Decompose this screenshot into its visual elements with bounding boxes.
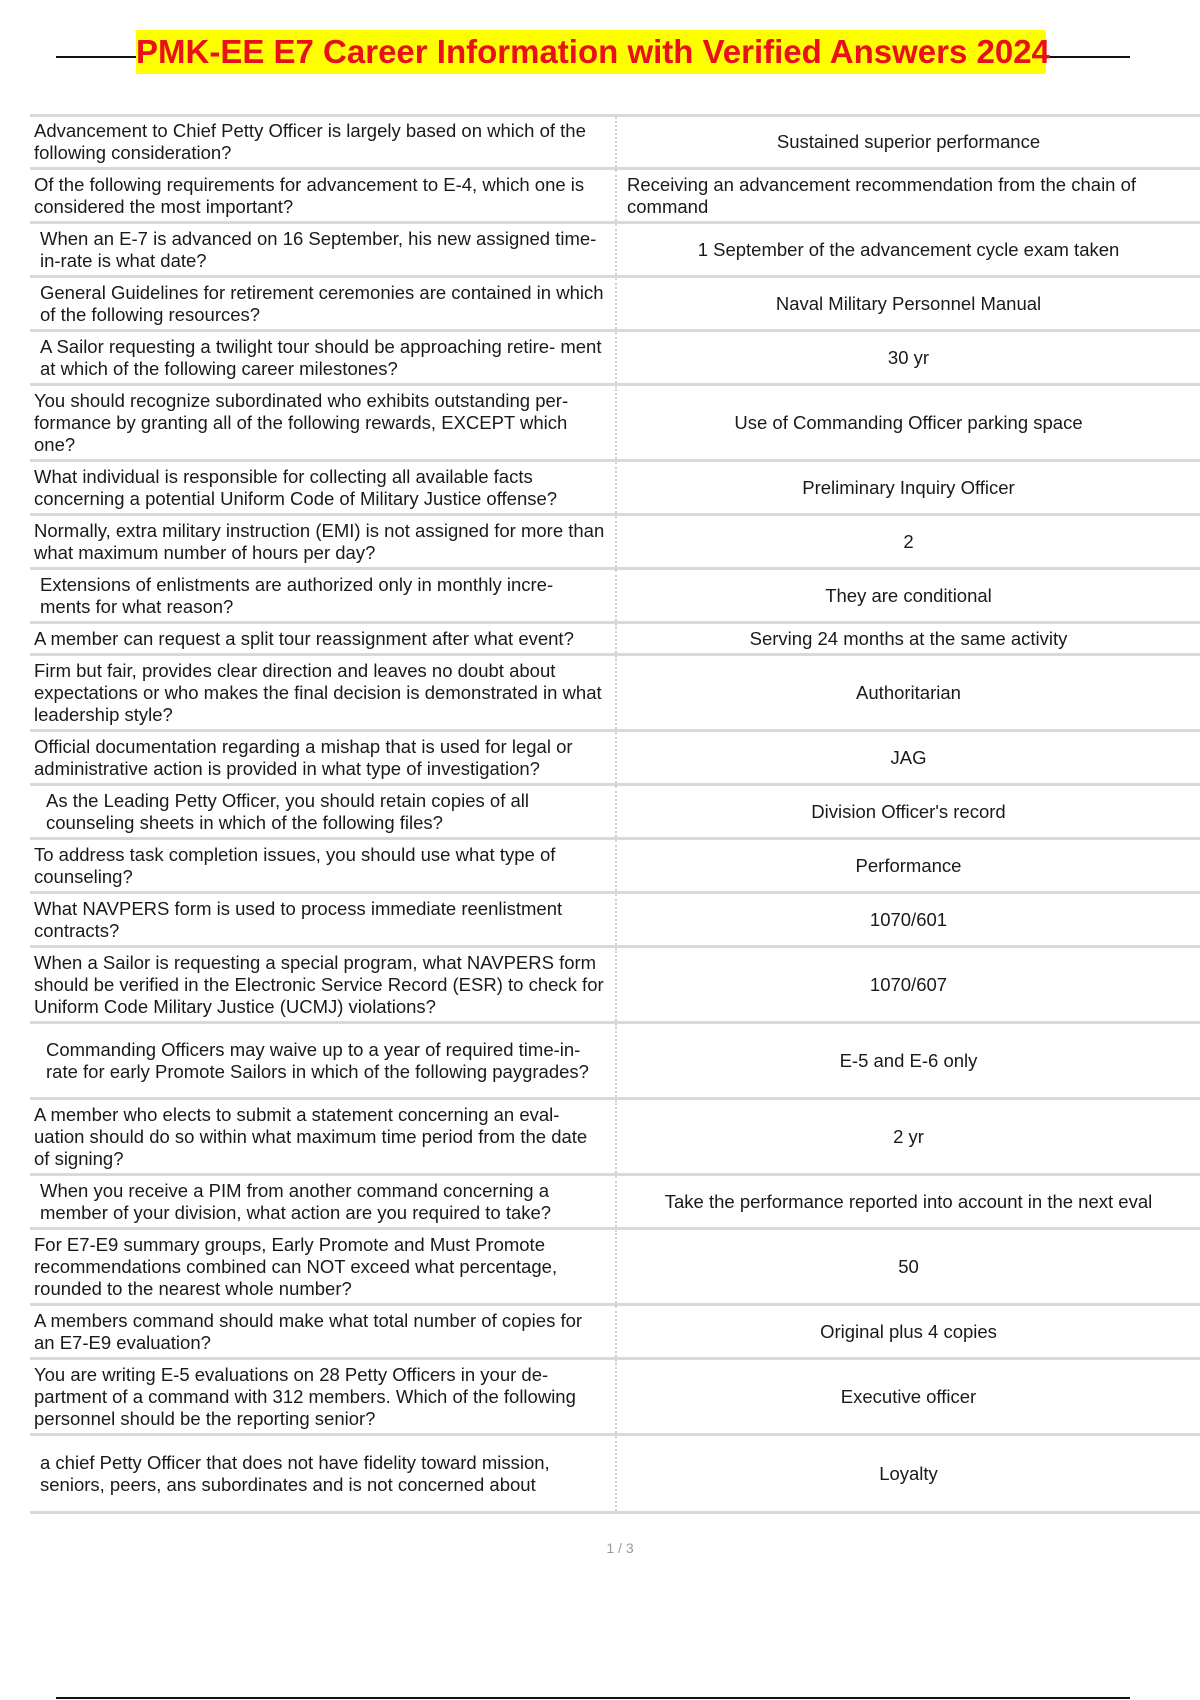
qa-row	[30, 385, 1200, 461]
question-cell: A Sailor requesting a twilight tour should be approaching retire- ment at which of the following career milestones?	[30, 331, 616, 385]
question-cell: General Guidelines for retirement ceremonies are contained in which of the following resources?	[30, 277, 616, 331]
question-cell: Normally, extra military instruction (EMI) is not assigned for more than what maximum number of hours per day?	[30, 515, 616, 569]
question-cell: A member who elects to submit a statement concerning an eval- uation should do so within what maximum time period from the date of signing?	[30, 1099, 616, 1175]
question-cell: A member can request a split tour reassignment after what event?	[30, 623, 616, 655]
qa-row	[30, 655, 1200, 731]
qa-row	[30, 947, 1200, 1023]
answer-cell: They are conditional	[616, 569, 1200, 623]
question-cell: What NAVPERS form is used to process immediate reenlistment contracts?	[30, 893, 616, 947]
answer-cell: Receiving an advancement recommendation from the chain of command	[616, 169, 1200, 223]
answer-cell: JAG	[616, 731, 1200, 785]
qa-row	[30, 1229, 1200, 1305]
qa-row	[30, 569, 1200, 623]
qa-row	[30, 1175, 1200, 1229]
answer-cell: Original plus 4 copies	[616, 1305, 1200, 1359]
answer-cell: Executive officer	[616, 1359, 1200, 1435]
question-cell: When a Sailor is requesting a special program, what NAVPERS form should be verified in the Electronic Service Record (ESR) to check for Uniform Code Military Justice (UCMJ) violations?	[30, 947, 616, 1023]
document-title: PMK-EE E7 Career Information with Verified Answers 2024	[136, 30, 1046, 74]
qa-row	[30, 169, 1200, 223]
qa-table	[30, 114, 1200, 1514]
answer-cell: 1 September of the advancement cycle exam taken	[616, 223, 1200, 277]
answer-cell: 1070/601	[616, 893, 1200, 947]
answer-cell: 50	[616, 1229, 1200, 1305]
qa-row	[30, 461, 1200, 515]
qa-row	[30, 331, 1200, 385]
page-number: 1 / 3	[606, 1540, 634, 1556]
question-cell: Firm but fair, provides clear direction and leaves no doubt about expectations or who makes the final decision is demonstrated in what leadership style?	[30, 655, 616, 731]
qa-row	[30, 839, 1200, 893]
question-cell: You should recognize subordinated who exhibits outstanding per- formance by granting all of the following rewards, EXCEPT which one?	[30, 385, 616, 461]
question-cell: You are writing E-5 evaluations on 28 Petty Officers in your de- partment of a command with 312 members. Which of the following personnel should be the reporting senior?	[30, 1359, 616, 1435]
answer-cell: Naval Military Personnel Manual	[616, 277, 1200, 331]
answer-cell: Sustained superior performance	[616, 116, 1200, 169]
answer-cell: 2	[616, 515, 1200, 569]
answer-cell: Preliminary Inquiry Officer	[616, 461, 1200, 515]
qa-row	[30, 277, 1200, 331]
answer-cell: 2 yr	[616, 1099, 1200, 1175]
question-cell: Commanding Officers may waive up to a year of required time-in-rate for early Promote Sailors in which of the following paygrades?	[30, 1023, 616, 1099]
answer-cell: Serving 24 months at the same activity	[616, 623, 1200, 655]
qa-row	[30, 116, 1200, 169]
qa-row	[30, 893, 1200, 947]
question-cell: Official documentation regarding a mishap that is used for legal or administrative action is provided in what type of investigation?	[30, 731, 616, 785]
answer-cell: Use of Commanding Officer parking space	[616, 385, 1200, 461]
question-cell: a chief Petty Officer that does not have fidelity toward mission, seniors, peers, ans subordinates and is not concerned about	[30, 1435, 616, 1513]
bottom-rule	[56, 1697, 1130, 1699]
question-cell: Extensions of enlistments are authorized only in monthly incre- ments for what reason?	[30, 569, 616, 623]
question-cell: When you receive a PIM from another command concerning a member of your division, what action are you required to take?	[30, 1175, 616, 1229]
question-cell: What individual is responsible for collecting all available facts concerning a potential Uniform Code of Military Justice offense?	[30, 461, 616, 515]
question-cell: A members command should make what total number of copies for an E7-E9 evaluation?	[30, 1305, 616, 1359]
qa-row	[30, 1305, 1200, 1359]
qa-row	[30, 1359, 1200, 1435]
qa-row	[30, 223, 1200, 277]
qa-row	[30, 1099, 1200, 1175]
answer-cell: 1070/607	[616, 947, 1200, 1023]
qa-row	[30, 1023, 1200, 1099]
qa-row	[30, 785, 1200, 839]
title-bar	[56, 30, 1130, 74]
qa-row	[30, 623, 1200, 655]
answer-cell: Take the performance reported into account in the next eval	[616, 1175, 1200, 1229]
answer-cell: 30 yr	[616, 331, 1200, 385]
answer-cell: Loyalty	[616, 1435, 1200, 1513]
qa-row	[30, 731, 1200, 785]
answer-cell: Division Officer's record	[616, 785, 1200, 839]
question-cell: Of the following requirements for advancement to E-4, which one is considered the most important?	[30, 169, 616, 223]
qa-row	[30, 1435, 1200, 1513]
question-cell: To address task completion issues, you should use what type of counseling?	[30, 839, 616, 893]
question-cell: Advancement to Chief Petty Officer is largely based on which of the following consideration?	[30, 116, 616, 169]
question-cell: For E7-E9 summary groups, Early Promote and Must Promote recommendations combined can NOT exceed what percentage, rounded to the nearest whole number?	[30, 1229, 616, 1305]
answer-cell: E-5 and E-6 only	[616, 1023, 1200, 1099]
question-cell: When an E-7 is advanced on 16 September, his new assigned time-in-rate is what date?	[30, 223, 616, 277]
answer-cell: Performance	[616, 839, 1200, 893]
qa-row	[30, 515, 1200, 569]
question-cell: As the Leading Petty Officer, you should retain copies of all counseling sheets in which of the following files?	[30, 785, 616, 839]
answer-cell: Authoritarian	[616, 655, 1200, 731]
